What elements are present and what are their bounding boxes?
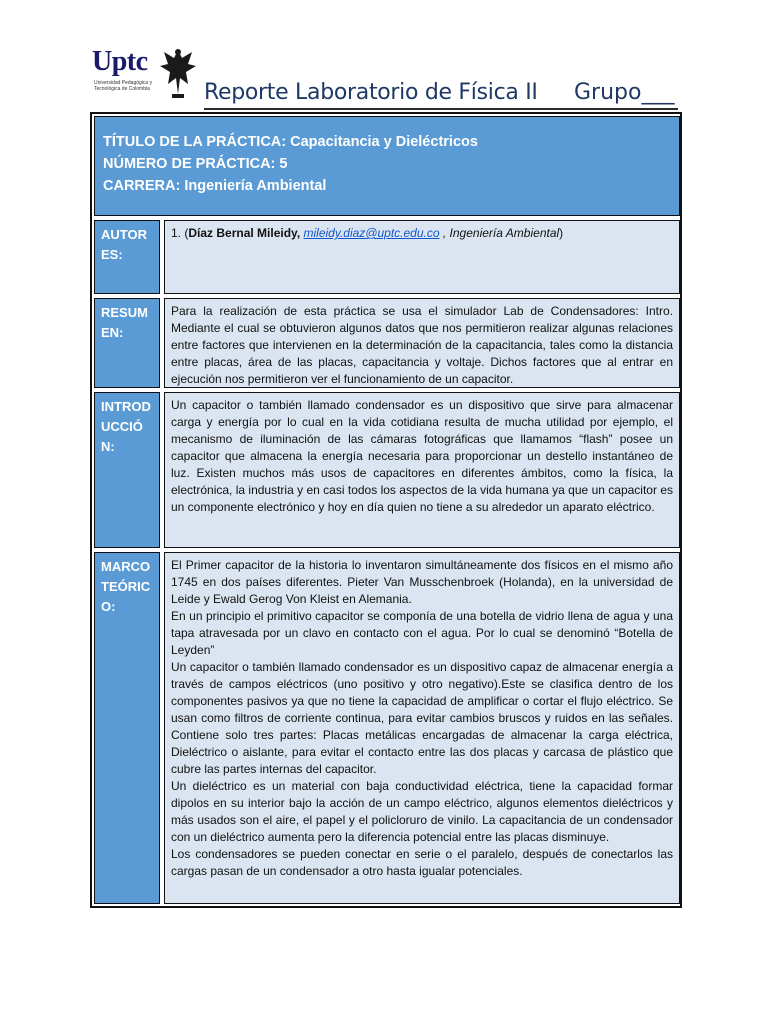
content-resumen — [164, 298, 680, 388]
autores-prefix: 1. ( — [171, 226, 189, 240]
autores-close: ) — [559, 226, 564, 240]
introduccion-text: Un capacitor o también llamado condensador es un dispositivo que sirve para almacenar carga y energía por lo cual en la vida cotidiana resulta de mucha utilidad por ejemplo, el mecanismo de iluminación de las cámaras fotográficas que llamamos “flash” posee un capacitor que almacena la energía necesaria para proporcionar un destello instantáneo de luz. Existen muchos más usos de capacitores en diferentes ámbitos, como la física, la electrónica, la industria y en casi todos los aspectos de la vida humana ya que un capacitor es un componente electrónico y hoy en día quien no tiene a su alrededor un aparato eléctrico. — [171, 398, 673, 514]
report-title: Reporte Laboratorio de Física II — [204, 80, 538, 105]
label-resumen: RESUMEN: — [94, 298, 160, 388]
practice-number: NÚMERO DE PRÁCTICA: 5 — [103, 156, 288, 172]
logo-text: Uptc — [92, 46, 148, 77]
practice-title: TÍTULO DE LA PRÁCTICA: Capacitancia y Dieléctricos — [103, 134, 478, 150]
author-email-link[interactable]: mileidy.diaz@uptc.edu.co — [303, 226, 440, 240]
resumen-text: Para la realización de esta práctica se usa el simulador Lab de Condensadores: Intro. Mediante el cual se obtuvieron algunos datos que nos permitieron realizar algunas relaciones entre factores que intervienen en la determinación de la capacitancia, tales como la distancia entre placas, área de las placas, capacitancia y voltaje. Dichos factores que al entrar en ejecución nos permitieron ver el funcionamiento de un capacitor. — [171, 304, 673, 386]
marco-paragraph-5: Los condensadores se pueden conectar en serie o el paralelo, después de conectarlos las cargas pasan de un condensador a otro hasta igualar potenciales. — [171, 847, 673, 878]
marco-paragraph-3: Un capacitor o también llamado condensador es un dispositivo capaz de almacenar energía a través de campos eléctricos (uno positivo y otro negativo).Este se clasifica dentro de los componentes pasivos ya que no tiene la capacidad de amplificar o cortar el flujo eléctrico. Se usan como filtros de corriente continua, para evitar cambios bruscos y ruidos en las señales. Contiene solo tres partes: Placas metálicas encargadas de almacenar la carga eléctrica, Dieléctrico o aislante, para evitar el contacto entre las dos placas y carcasa de plástico que cubre las partes internas del capacitor. — [171, 660, 673, 776]
group-label: Grupo___ — [574, 80, 675, 105]
content-introduccion — [164, 392, 680, 548]
title-block — [94, 116, 680, 216]
label-marco-teorico: MARCO TEÓRICO: — [94, 552, 160, 904]
logo-subtitle: Universidad Pedagógica y Tecnológica de Colombia — [94, 80, 153, 92]
label-autores: AUTORES: — [94, 220, 160, 294]
career: CARRERA: Ingeniería Ambiental — [103, 178, 327, 194]
header-underline — [204, 108, 678, 110]
eagle-emblem-icon — [158, 44, 198, 104]
author-career: , Ingeniería Ambiental — [442, 226, 560, 240]
marco-paragraph-2: En un principio el primitivo capacitor se componía de una botella de vidrio llena de agua y una tapa atravesada por un clavo en contacto con el agua. Por lo cual se denominó “Botella de Leyden” — [171, 609, 673, 657]
uptc-logo — [92, 44, 202, 106]
label-introduccion: INTRODUCCIÓN: — [94, 392, 160, 548]
content-marco-teorico — [164, 552, 680, 904]
content-autores — [164, 220, 680, 294]
marco-paragraph-4: Un dieléctrico es un material con baja conductividad eléctrica, tiene la capacidad formar dipolos en su interior bajo la acción de un campo eléctrico, algunos elementos dieléctricos y más usados son el aire, el papel y el policloruro de vinilo. La capacitancia de un condensador con un dieléctrico aumenta pero la diferencia potencial entre las placas disminuye. — [171, 779, 673, 844]
marco-paragraph-1: El Primer capacitor de la historia lo inventaron simultáneamente dos físicos en el mismo año 1745 en dos países diferentes. Pieter Van Musschenbroek (Holanda), en la universidad de Leide y Ewald Gerog Von Kleist en Alemania. — [171, 558, 673, 606]
author-name: Díaz Bernal Mileidy, — [188, 226, 301, 240]
